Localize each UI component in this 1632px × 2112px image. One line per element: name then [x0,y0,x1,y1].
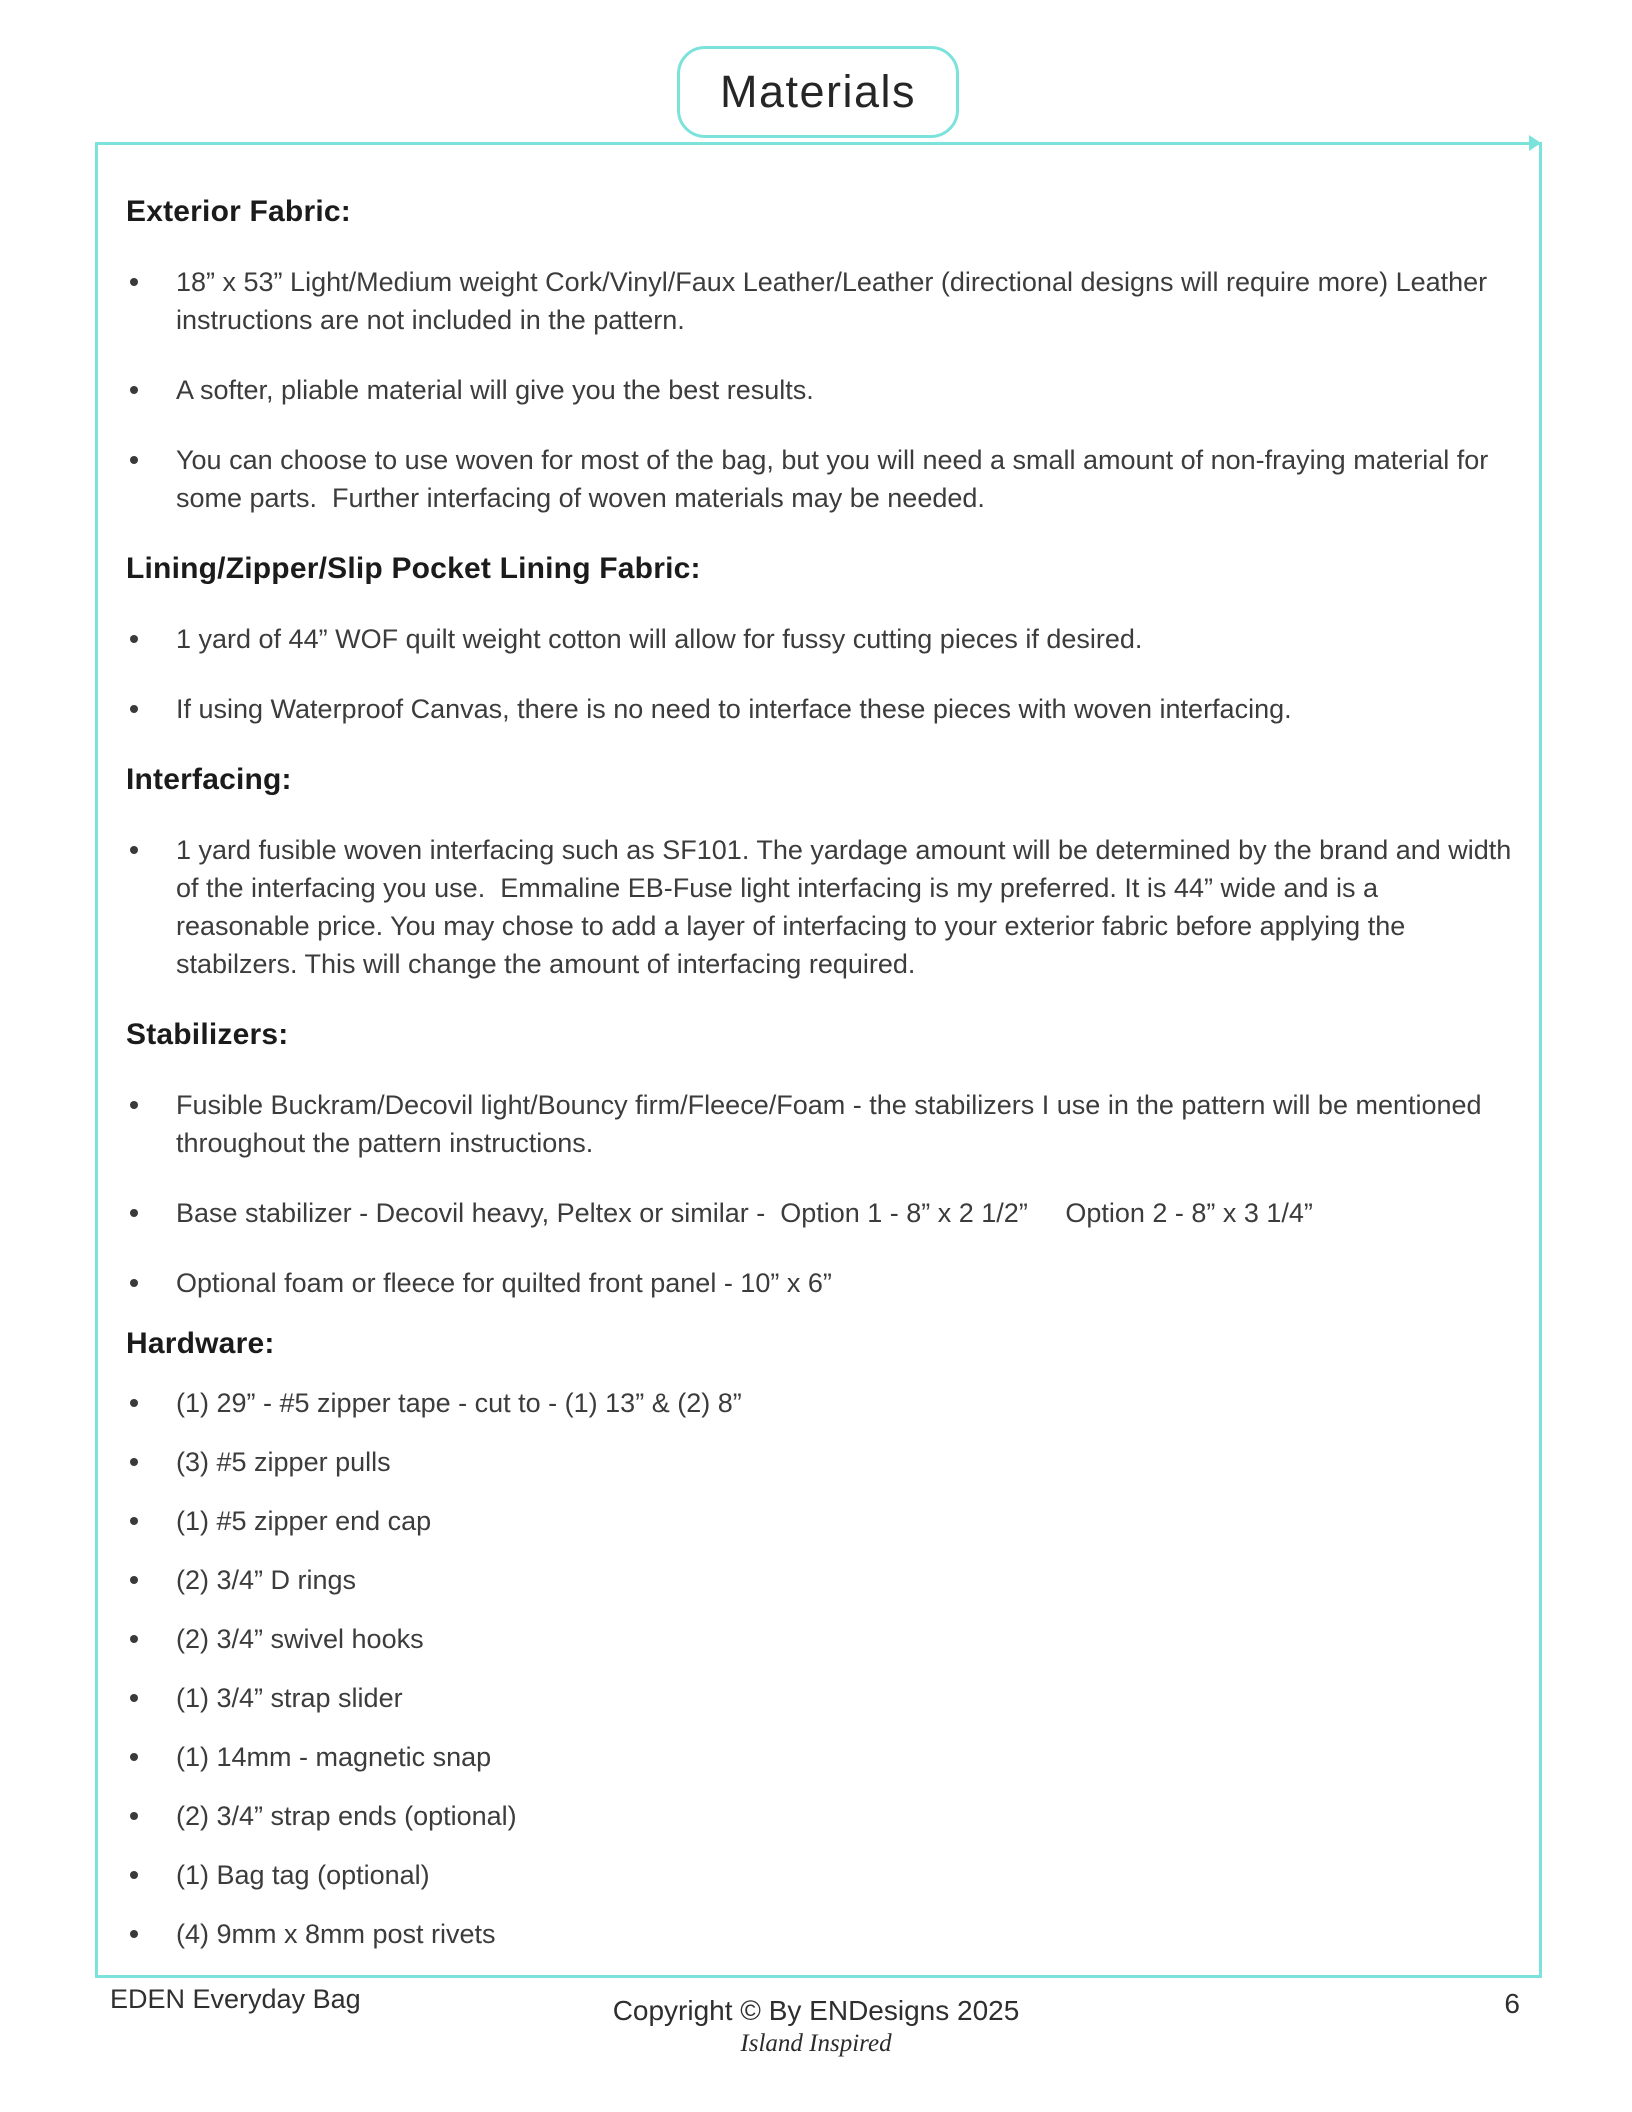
bullet-text: Base stabilizer - Decovil heavy, Peltex or similar - Option 1 - 8” x 2 1/2” Option 2 - 8” x 3 1/4” [176,1198,1313,1228]
bullet-item [126,690,1513,728]
bullet-item [126,620,1513,658]
section-bullet-list [126,620,1513,728]
bullet-dot-icon [130,705,138,713]
materials-section [126,192,1513,517]
bullet-item [126,1561,1513,1599]
materials-panel [95,142,1542,1978]
bullet-text: (1) Bag tag (optional) [176,1860,430,1890]
bullet-text: (2) 3/4” D rings [176,1565,357,1595]
bullet-text: (1) 29” - #5 zipper tape - cut to - (1) 13” & (2) 8” [176,1388,742,1418]
bullet-item [126,371,1513,409]
bullet-item [126,1086,1513,1162]
bullet-text: (1) #5 zipper end cap [176,1506,432,1536]
section-bullet-list [126,1384,1513,1953]
footer-page-number: 6 [1504,1988,1520,2019]
section-heading: Hardware: [126,1327,275,1360]
section-bullet-list [126,1086,1513,1302]
footer-copyright: Copyright © By ENDesigns 2025 [612,1995,1020,2026]
bullet-dot-icon [130,1458,138,1466]
materials-section [126,760,1519,983]
bullet-text: (1) 3/4” strap slider [176,1683,403,1713]
section-heading: Interfacing: [126,763,292,796]
bullet-dot-icon [130,1399,138,1407]
bullet-dot-icon [130,1635,138,1643]
page-title: Materials [719,66,917,117]
bullet-text: (2) 3/4” swivel hooks [176,1624,424,1654]
bullet-text: 18” x 53” Light/Medium weight Cork/Vinyl/Faux Leather/Leather (directional designs will require more) Leather instructions are not included in the pattern. [176,267,1495,335]
bullet-dot-icon [130,1812,138,1820]
bullet-dot-icon [130,1279,138,1287]
bullet-text: (2) 3/4” strap ends (optional) [176,1801,517,1831]
bullet-dot-icon [130,1930,138,1938]
bullet-item [126,1915,1513,1953]
footer-project-name: EDEN Everyday Bag [110,1984,361,2014]
bullet-text: A softer, pliable material will give you the best results. [176,375,814,405]
section-heading: Stabilizers: [126,1018,289,1051]
bullet-item [126,1264,1513,1302]
bullet-text: If using Waterproof Canvas, there is no need to interface these pieces with woven interfacing. [176,694,1292,724]
bullet-dot-icon [130,456,138,464]
bullet-dot-icon [130,1517,138,1525]
bullet-item [126,1679,1513,1717]
bullet-dot-icon [130,1209,138,1217]
bullet-dot-icon [130,846,138,854]
bullet-item [126,1620,1513,1658]
bullet-item [126,1502,1513,1540]
bullet-item [126,263,1513,339]
bullet-item [126,1384,1513,1422]
bullet-item [126,1738,1513,1776]
bullet-text: (1) 14mm - magnetic snap [176,1742,492,1772]
bullet-dot-icon [130,1576,138,1584]
bullet-dot-icon [130,1753,138,1761]
bullet-text: You can choose to use woven for most of the bag, but you will need a small amount of non-fraying material for some parts. Further interfacing of woven materials may be needed. [176,445,1496,513]
materials-section [126,1324,1513,1953]
bullet-dot-icon [130,1694,138,1702]
bullet-item [126,1443,1513,1481]
bullet-item [126,441,1513,517]
bullet-text: (3) #5 zipper pulls [176,1447,391,1477]
section-bullet-list [126,831,1519,983]
section-bullet-list [126,263,1513,517]
section-heading: Lining/Zipper/Slip Pocket Lining Fabric: [126,552,701,585]
materials-content [98,145,1539,1974]
materials-section [126,1015,1513,1302]
bullet-dot-icon [130,278,138,286]
page-title-box [677,46,959,138]
footer-tagline: Island Inspired [740,2030,892,2057]
bullet-item [126,1856,1513,1894]
bullet-item [126,1194,1513,1232]
bullet-item [126,831,1519,983]
bullet-dot-icon [130,1101,138,1109]
bullet-dot-icon [130,635,138,643]
materials-section [126,549,1513,728]
bullet-text: 1 yard of 44” WOF quilt weight cotton will allow for fussy cutting pieces if desired. [176,624,1143,654]
bullet-dot-icon [130,1871,138,1879]
bullet-dot-icon [130,386,138,394]
bullet-text: Fusible Buckram/Decovil light/Bouncy firm/Fleece/Foam - the stabilizers I use in the pattern will be mentioned throughout the pattern instructions. [176,1090,1490,1158]
bullet-text: (4) 9mm x 8mm post rivets [176,1919,496,1949]
section-heading: Exterior Fabric: [126,195,351,228]
bullet-item [126,1797,1513,1835]
bullet-text: 1 yard fusible woven interfacing such as SF101. The yardage amount will be determined by the brand and width of the interfacing you use. Emmaline EB-Fuse light interfacing is my preferred. It is 44” wide and is a reasonable price. You may chose to add a layer of interfacing to your exterior fabric before applying the stabilzers. This will change the amount of interfacing required. [176,835,1519,979]
bullet-text: Optional foam or fleece for quilted front panel - 10” x 6” [176,1268,832,1298]
